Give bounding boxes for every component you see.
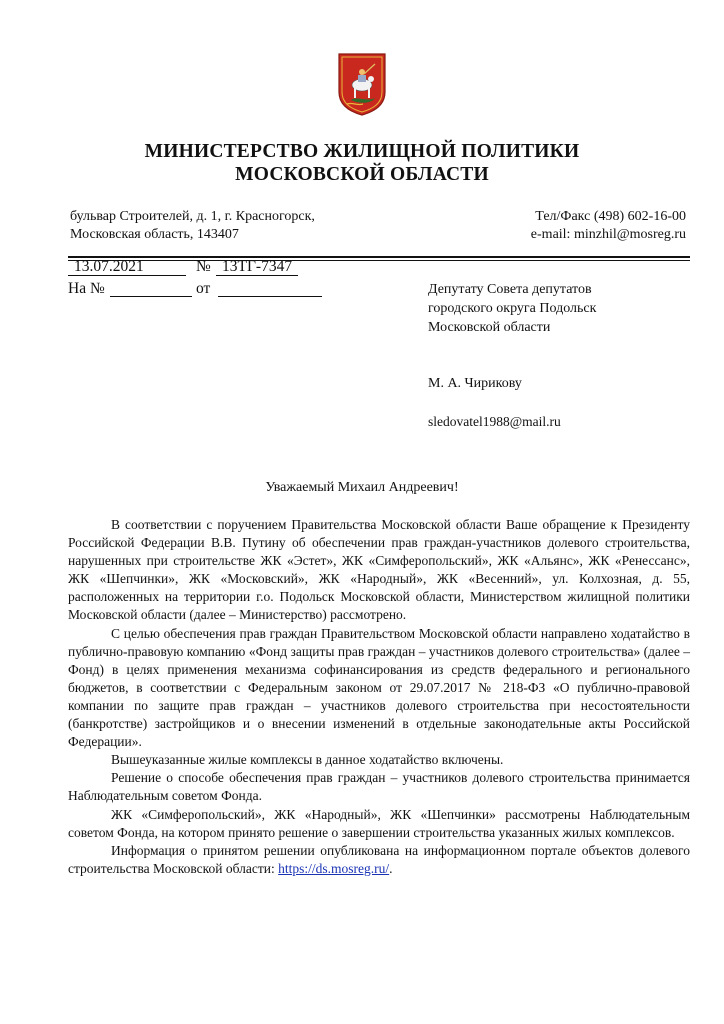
moscow-oblast-coat-of-arms-icon — [337, 52, 387, 116]
ministry-contacts — [531, 208, 686, 244]
salutation: Уважаемый Михаил Андреевич! — [265, 480, 459, 495]
ministry-title-line2: МОСКОВСКОЙ ОБЛАСТИ — [235, 164, 489, 185]
registration-number-label: № — [196, 258, 211, 275]
paragraph-6 — [68, 842, 690, 878]
addressee-line3: Московской области — [428, 320, 551, 335]
paragraph-4: Решение о способе обеспечения прав граждан – участников долевого строительства принимается Наблюдательным советом Фонда. — [68, 770, 690, 804]
ministry-title — [0, 140, 724, 186]
ministry-title-line1: МИНИСТЕРСТВО ЖИЛИЩНОЙ ПОЛИТИКИ — [144, 141, 580, 162]
ministry-phone: Тел/Факс (498) 602-16-00 — [535, 209, 686, 224]
addressee-block — [428, 280, 596, 337]
letter-body — [68, 516, 690, 878]
reply-from-label: от — [196, 280, 211, 297]
paragraph-5: ЖК «Симферопольский», ЖК «Народный», ЖК «Шепчинки» рассмотрены Наблюдательным советом Фонда, на котором принято решение о завершении строительства указанных жилых комплексов. — [68, 806, 690, 840]
addressee-name: М. А. Чирикову — [428, 376, 522, 391]
reply-from-blank — [218, 296, 322, 297]
paragraph-6-text: Информация о принятом решении опубликована на информационном портале объектов долевого строительства Московской области: — [68, 842, 690, 876]
paragraph-2: С целью обеспечения прав граждан Правительством Московской области направлено ходатайство в публично-правовую компанию «Фонд защиты прав граждан – участников долевого строительства» (далее – Фонд) в целях применения механизма софинансирования из средств федерального и регионального бюджетов, в соответствии с Федеральным законом от 29.07.2017 № 218-ФЗ «О публично-правовой компании по защите прав граждан – участников долевого строительства при несостоятельности (банкротстве) застройщиков и о внесении изменений в отдельные законодательные акты Российской Федерации». — [68, 625, 690, 750]
addressee-email: sledovatel1988@mail.ru — [428, 414, 561, 429]
paragraph-3: Вышеуказанные жилые комплексы в данное ходатайство включены. — [111, 752, 504, 768]
paragraph-1: В соответствии с поручением Правительства Московской области Ваше обращение к Президенту Российской Федерации В.В. Путину об обеспечении прав граждан-участников долевого строительства, нарушенных при строительстве ЖК «Эстет», ЖК «Симферопольский», ЖК «Альянс», ЖК «Ренессанс», ЖК «Шепчинки», ЖК «Московский», ЖК «Народный», ЖК «Весенний», ул. Колхозная, д. 55, расположенных на территории г.о. Подольск Московской области, Министерством жилищной политики Московской области (далее – Министерство) рассмотрено. — [68, 517, 690, 623]
portal-link[interactable]: https://ds.mosreg.ru/ — [278, 860, 390, 876]
paragraph-6-end: . — [389, 860, 393, 876]
ministry-email: e-mail: minzhil@mosreg.ru — [530, 227, 686, 242]
addressee-line1: Депутату Совета депутатов — [428, 282, 592, 297]
registration-date: 13.07.2021 — [74, 258, 144, 275]
header-divider-thin — [68, 260, 690, 261]
registration-number-underline — [216, 275, 298, 276]
header-divider-thick — [68, 256, 690, 258]
reply-to-number-label: На № — [68, 280, 105, 297]
address-line2: Московская область, 143407 — [70, 227, 239, 242]
registration-number: 13ТГ-7347 — [222, 258, 293, 275]
reply-to-number-blank — [110, 296, 192, 297]
registration-date-underline — [68, 275, 186, 276]
ministry-address — [70, 208, 315, 244]
addressee-line2: городского округа Подольск — [428, 301, 597, 316]
address-line1: бульвар Строителей, д. 1, г. Красногорск, — [70, 209, 315, 224]
